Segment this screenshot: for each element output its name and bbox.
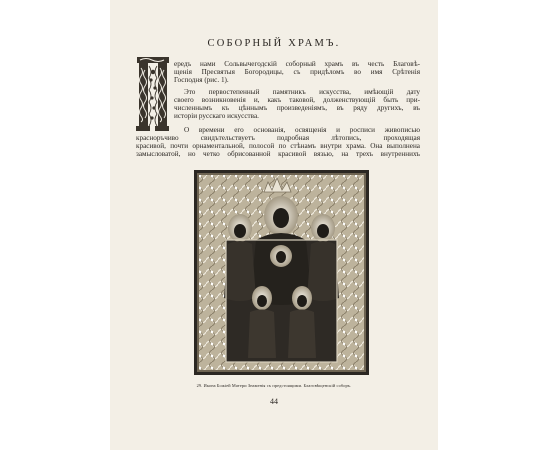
text-line: красноръчиво свидътельствуетъ подробная лѣтопись, проходящая (136, 134, 420, 142)
ornament-letter-p-icon (136, 56, 170, 132)
book-page (110, 0, 438, 450)
icon-photograph (194, 170, 369, 375)
text-line: своего возникновенія и, какъ таковой, долженствующій быть при- (174, 96, 420, 104)
text-line: О времени его основанія, освященія и росписи живописью (184, 126, 420, 134)
ornamental-drop-cap (136, 56, 170, 132)
text-line: щенія Пресвятыя Богородицы, съ придѣломъ во имя Срѣтенія (174, 68, 420, 76)
text-line: исторіи русскаго искусства. (174, 112, 259, 120)
text-line: Это первостепенный памятникъ искусства, имѣющій дату (184, 88, 420, 96)
text-line: ередъ нами Сольвычегодскій соборный храмъ въ честь Благовѣ- (174, 60, 420, 68)
figure-caption: 29. Икона Божіей Матери Знаменія съ предстоящими. Благовѣщенскій соборъ. (196, 383, 352, 388)
page-number: 44 (270, 397, 278, 406)
text-line: Господня (рис. 1). (174, 76, 229, 84)
icon-image (194, 170, 369, 375)
page-heading: СОБОРНЫЙ ХРАМЪ. (207, 38, 341, 49)
text-line: замысловатой, но четко обрисованной красивой вязью, на трехъ внутреннихъ (136, 150, 420, 158)
text-line: красивой, почти орнаментальной, полосой по стѣнамъ внутри храма. Она выполнена (136, 142, 420, 150)
text-line: численнымъ къ цѣннымъ произведеніямъ, въ ряду другихъ, въ (174, 104, 420, 112)
